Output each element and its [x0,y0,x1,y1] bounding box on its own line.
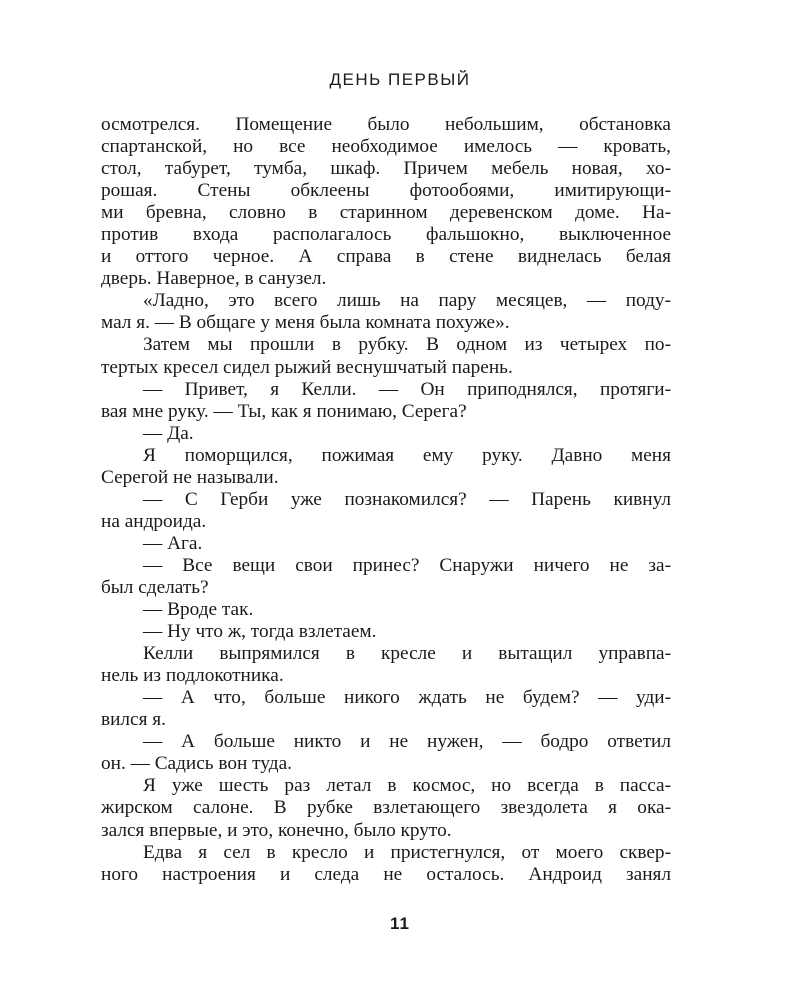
text-line: — А больше никто и не нужен, — бодро ответил [143,731,671,753]
text-line: — Вроде так. [143,599,254,621]
body-text [101,114,671,886]
text-line: ми бревна, словно в старинном деревенском доме. На- [101,202,671,224]
text-line: Серегой не называли. [101,466,279,488]
text-line: дверь. Наверное, в санузел. [101,268,327,290]
text-line: «Ладно, это всего лишь на пару месяцев, — поду- [143,290,671,312]
text-line: стол, табурет, тумба, шкаф. Причем мебель новая, хо- [101,158,671,180]
text-line: был сделать? [101,576,209,598]
text-line: спартанской, но все необходимое имелось — кровать, [101,136,671,158]
text-line: — Ага. [143,532,203,554]
text-line: осмотрелся. Помещение было небольшим, обстановка [101,114,671,135]
text-line: рошая. Стены обклеены фотообоями, имитирующи- [101,180,671,202]
text-line: нель из подлокотника. [101,665,284,687]
text-line: — Ну что ж, тогда взлетаем. [143,621,377,643]
text-line: Келли выпрямился в кресле и вытащил управпа- [143,643,671,665]
page-number: 11 [390,914,410,933]
text-line: зался впервые, и это, конечно, было круто. [101,819,452,841]
running-head: ДЕНЬ ПЕРВЫЙ [329,70,471,89]
text-line: на андроида. [101,510,207,532]
text-line: Затем мы прошли в рубку. В одном из четырех по- [143,334,671,356]
text-line: — Все вещи свои принес? Снаружи ничего не за- [143,554,671,576]
text-line: вая мне руку. — Ты, как я понимаю, Серега? [101,400,467,422]
text-line: — С Герби уже познакомился? — Парень кивнул [143,488,671,510]
text-line: — А что, больше никого ждать не будем? — уди- [143,687,671,709]
text-line: — Привет, я Келли. — Он приподнялся, протяги- [143,378,671,400]
text-line: он. — Садись вон туда. [101,753,292,775]
text-line: и оттого черное. А справа в стене виднелась белая [101,246,671,268]
text-line: против входа располагалось фальшокно, выключенное [101,224,671,246]
text-line: Я поморщился, пожимая ему руку. Давно меня [143,444,671,466]
text-line: — Да. [143,422,194,444]
text-line: мал я. — В общаге у меня была комната похуже». [101,312,510,334]
text-line: Я уже шесть раз летал в космос, но всегда в пасса- [143,775,671,797]
text-line: Едва я сел в кресло и пристегнулся, от моего сквер- [143,841,671,863]
text-line: вился я. [101,709,166,731]
text-line: ного настроения и следа не осталось. Андроид занял [101,863,671,885]
text-line: тертых кресел сидел рыжий веснушчатый парень. [101,356,513,378]
text-line: жирском салоне. В рубке взлетающего звездолета я ока- [101,797,671,819]
